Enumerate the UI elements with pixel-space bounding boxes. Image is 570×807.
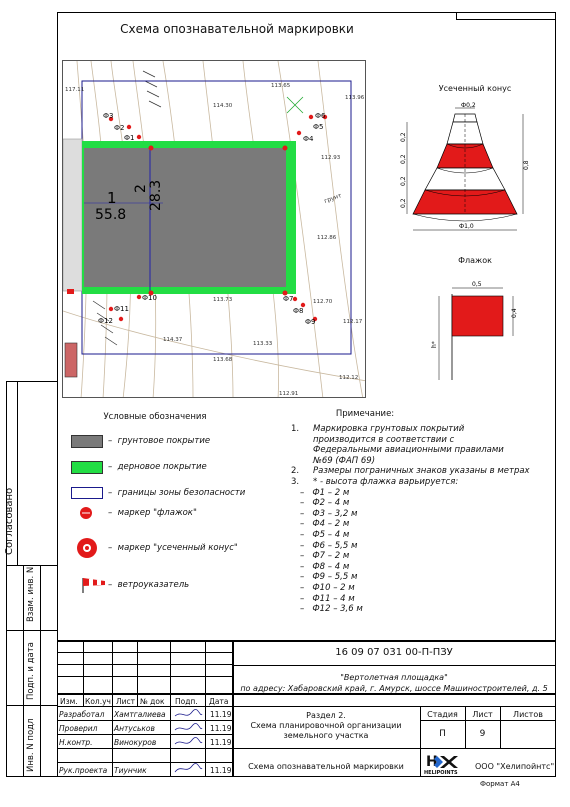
legend-swatch-zone bbox=[71, 487, 103, 499]
map-width-label: 2 bbox=[133, 184, 149, 193]
stamp-replace-inv: Взам. инв. N bbox=[26, 566, 36, 622]
stage-value: П bbox=[439, 729, 446, 739]
flag-height: Ф7 – 2 м bbox=[312, 551, 350, 562]
elevation: 113.96 bbox=[345, 95, 365, 101]
stage-header: Стадия bbox=[427, 710, 458, 719]
flag-height: Ф2 – 4 м bbox=[312, 498, 350, 509]
windsock-icon bbox=[80, 575, 108, 595]
person-name: Хамтгалиева bbox=[114, 710, 166, 719]
flag-label: Ф4 bbox=[303, 135, 314, 143]
stamp-inv-orig: Инв. N подл bbox=[26, 718, 36, 772]
legend-item: – грунтовое покрытие bbox=[108, 436, 211, 446]
flag-label: Ф12 bbox=[98, 317, 113, 325]
elevation: 114.30 bbox=[213, 103, 233, 109]
elevation: 112.91 bbox=[279, 391, 299, 397]
flag-label: Ф10 bbox=[142, 294, 157, 302]
flag-title: Флажок bbox=[458, 256, 492, 265]
cone-base-dim: Ф1,0 bbox=[459, 223, 474, 230]
person-name: Винокуров bbox=[114, 738, 157, 747]
elevation: 112.70 bbox=[313, 299, 333, 305]
flag-height: Ф12 – 3,6 м bbox=[312, 604, 363, 615]
road-label: грунт bbox=[323, 192, 343, 205]
flag-label: Ф11 bbox=[114, 305, 129, 313]
flag-height: Ф5 – 4 м bbox=[312, 529, 350, 540]
elevation: 113.73 bbox=[213, 297, 233, 303]
section-desc: Схема планировочной организации земельного участка bbox=[250, 721, 402, 740]
cone-diagram bbox=[395, 98, 535, 240]
person-name: Тиунчик bbox=[114, 766, 147, 775]
legend-title: Условные обозначения bbox=[103, 412, 207, 422]
flag-label: Ф3 bbox=[103, 112, 114, 120]
cone-seg-dim: 0,2 bbox=[400, 176, 407, 186]
flag-label: Ф8 bbox=[293, 307, 304, 315]
header-date: Дата bbox=[209, 697, 229, 706]
flag-height: Ф1 – 2 м bbox=[312, 487, 350, 498]
flag-label: Ф5 bbox=[313, 123, 324, 131]
site-plan-map bbox=[62, 60, 366, 398]
cone-seg-dim: 0,2 bbox=[400, 154, 407, 164]
elevation: 112.93 bbox=[321, 155, 341, 161]
flag-height: Ф6 – 5,5 м bbox=[312, 540, 358, 551]
role: Проверил bbox=[59, 724, 98, 733]
legend-item: – дерновое покрытие bbox=[108, 462, 207, 472]
elevation: 112.86 bbox=[317, 235, 337, 241]
logo-text: HELIPOINTS bbox=[424, 770, 458, 776]
notes-list: 1. Маркировка грунтовых покрытий производится в соответствии с Федеральными авиационными правилами №69 (ФАП 69) 2. Размеры пограничных знаков указаны в метрах 3. * - высота флажка варьируется: – Ф1 – 2 м – Ф2 – 4 м – Ф3 – 3,2 м – Ф4 – 2 м – Ф5 – 4 м – Ф6 – 5,5 м – Ф7 – 2 м – Ф8 – 4 м – Ф9 – 5,5 м – Ф10 – 2 м – Ф11 – 4 м – Ф12 – 3,6 м bbox=[291, 424, 530, 615]
role: Рук.проекта bbox=[59, 766, 108, 775]
legend-item: – маркер "усеченный конус" bbox=[108, 543, 238, 553]
flag-label: Ф9 bbox=[305, 318, 316, 326]
format-label: Формат А4 bbox=[480, 780, 520, 788]
flag-height: Ф10 – 2 м bbox=[312, 582, 355, 593]
map-width-value: 28.3 bbox=[148, 179, 164, 211]
elevation: 112.12 bbox=[339, 375, 359, 381]
sheets-header: Листов bbox=[513, 710, 543, 719]
legend-flag-marker-icon bbox=[78, 505, 94, 521]
sheet-header: Лист bbox=[472, 710, 493, 719]
flag-height: Ф3 – 3,2 м bbox=[312, 508, 358, 519]
header-doc: № док bbox=[140, 697, 165, 706]
object-name: "Вертолетная площадка" bbox=[340, 673, 448, 682]
doc-code: 16 09 07 031 00-П-ПЗУ bbox=[335, 647, 453, 658]
cone-seg-dim: 0,2 bbox=[400, 132, 407, 142]
elevation: 112.17 bbox=[343, 319, 363, 325]
drawing-name: Схема опознавательной маркировки bbox=[248, 762, 404, 771]
sheet-title: Схема опознавательной маркировки bbox=[120, 22, 354, 36]
legend-item: – границы зоны безопасности bbox=[108, 488, 246, 498]
flag-height: Ф4 – 2 м bbox=[312, 519, 350, 530]
signatures bbox=[172, 706, 204, 776]
flag-height: Ф8 – 4 м bbox=[312, 561, 350, 572]
flag-pole-dim: h* bbox=[431, 341, 438, 348]
flag-label: Ф6 bbox=[315, 112, 326, 120]
flag-width-dim: 0,5 bbox=[472, 281, 482, 288]
elevation: 113.33 bbox=[253, 341, 273, 347]
cone-top-dim: Ф0,2 bbox=[461, 102, 476, 109]
flag-label: Ф7 bbox=[283, 295, 294, 303]
elevation: 113.65 bbox=[271, 83, 291, 89]
legend-item: – ветроуказатель bbox=[108, 580, 190, 590]
map-area-value: 55.8 bbox=[95, 207, 127, 223]
map-area-label: 1 bbox=[107, 189, 117, 207]
flag-label: Ф2 bbox=[114, 124, 125, 132]
stamp-agreed: Согласовано bbox=[4, 487, 15, 555]
svg-text:H: H bbox=[426, 754, 438, 770]
cone-title: Усеченный конус bbox=[438, 84, 512, 93]
flag-height-dim: 0,4 bbox=[511, 308, 518, 318]
section: Раздел 2. bbox=[306, 711, 346, 720]
flag-diagram bbox=[425, 276, 525, 386]
sign-date: 11.19 bbox=[210, 724, 232, 733]
flag-height: Ф9 – 5,5 м bbox=[312, 572, 358, 583]
sign-date: 11.19 bbox=[210, 710, 232, 719]
header-izm: Изм. bbox=[60, 697, 78, 706]
elevation: 117.11 bbox=[65, 87, 85, 93]
flag-label: Ф1 bbox=[124, 134, 135, 142]
stamp-sign-date: Подп. и дата bbox=[26, 642, 36, 700]
elevation: 113.68 bbox=[213, 357, 233, 363]
elevation: 114.37 bbox=[163, 337, 183, 343]
sign-date: 11.19 bbox=[210, 738, 232, 747]
header-list: Лист bbox=[116, 697, 136, 706]
flag-height: Ф11 – 4 м bbox=[312, 593, 355, 604]
company-name: ООО "Хелипойнтс" bbox=[475, 762, 555, 771]
legend-swatch-turf bbox=[71, 461, 103, 474]
header-kol: Кол.уч bbox=[85, 697, 111, 706]
legend-cone-marker-icon bbox=[74, 536, 100, 560]
cone-height-dim: 0,8 bbox=[523, 160, 530, 170]
notes-title: Примечание: bbox=[335, 409, 395, 419]
corner-tab bbox=[456, 12, 556, 20]
cone-seg-dim: 0,2 bbox=[400, 198, 407, 208]
role: Разработал bbox=[59, 710, 105, 719]
sign-date: 11.19 bbox=[210, 766, 232, 775]
person-name: Антуськов bbox=[114, 724, 155, 733]
legend-swatch-soil bbox=[71, 435, 103, 448]
object-address: по адресу: Хабаровский край, г. Амурск, шоссе Машиностроителей, д. 5 bbox=[240, 684, 548, 693]
sheet-value: 9 bbox=[479, 729, 486, 739]
role: Н.контр. bbox=[59, 738, 93, 747]
header-sign: Подп. bbox=[175, 697, 198, 706]
legend-item: – маркер "флажок" bbox=[108, 508, 197, 518]
